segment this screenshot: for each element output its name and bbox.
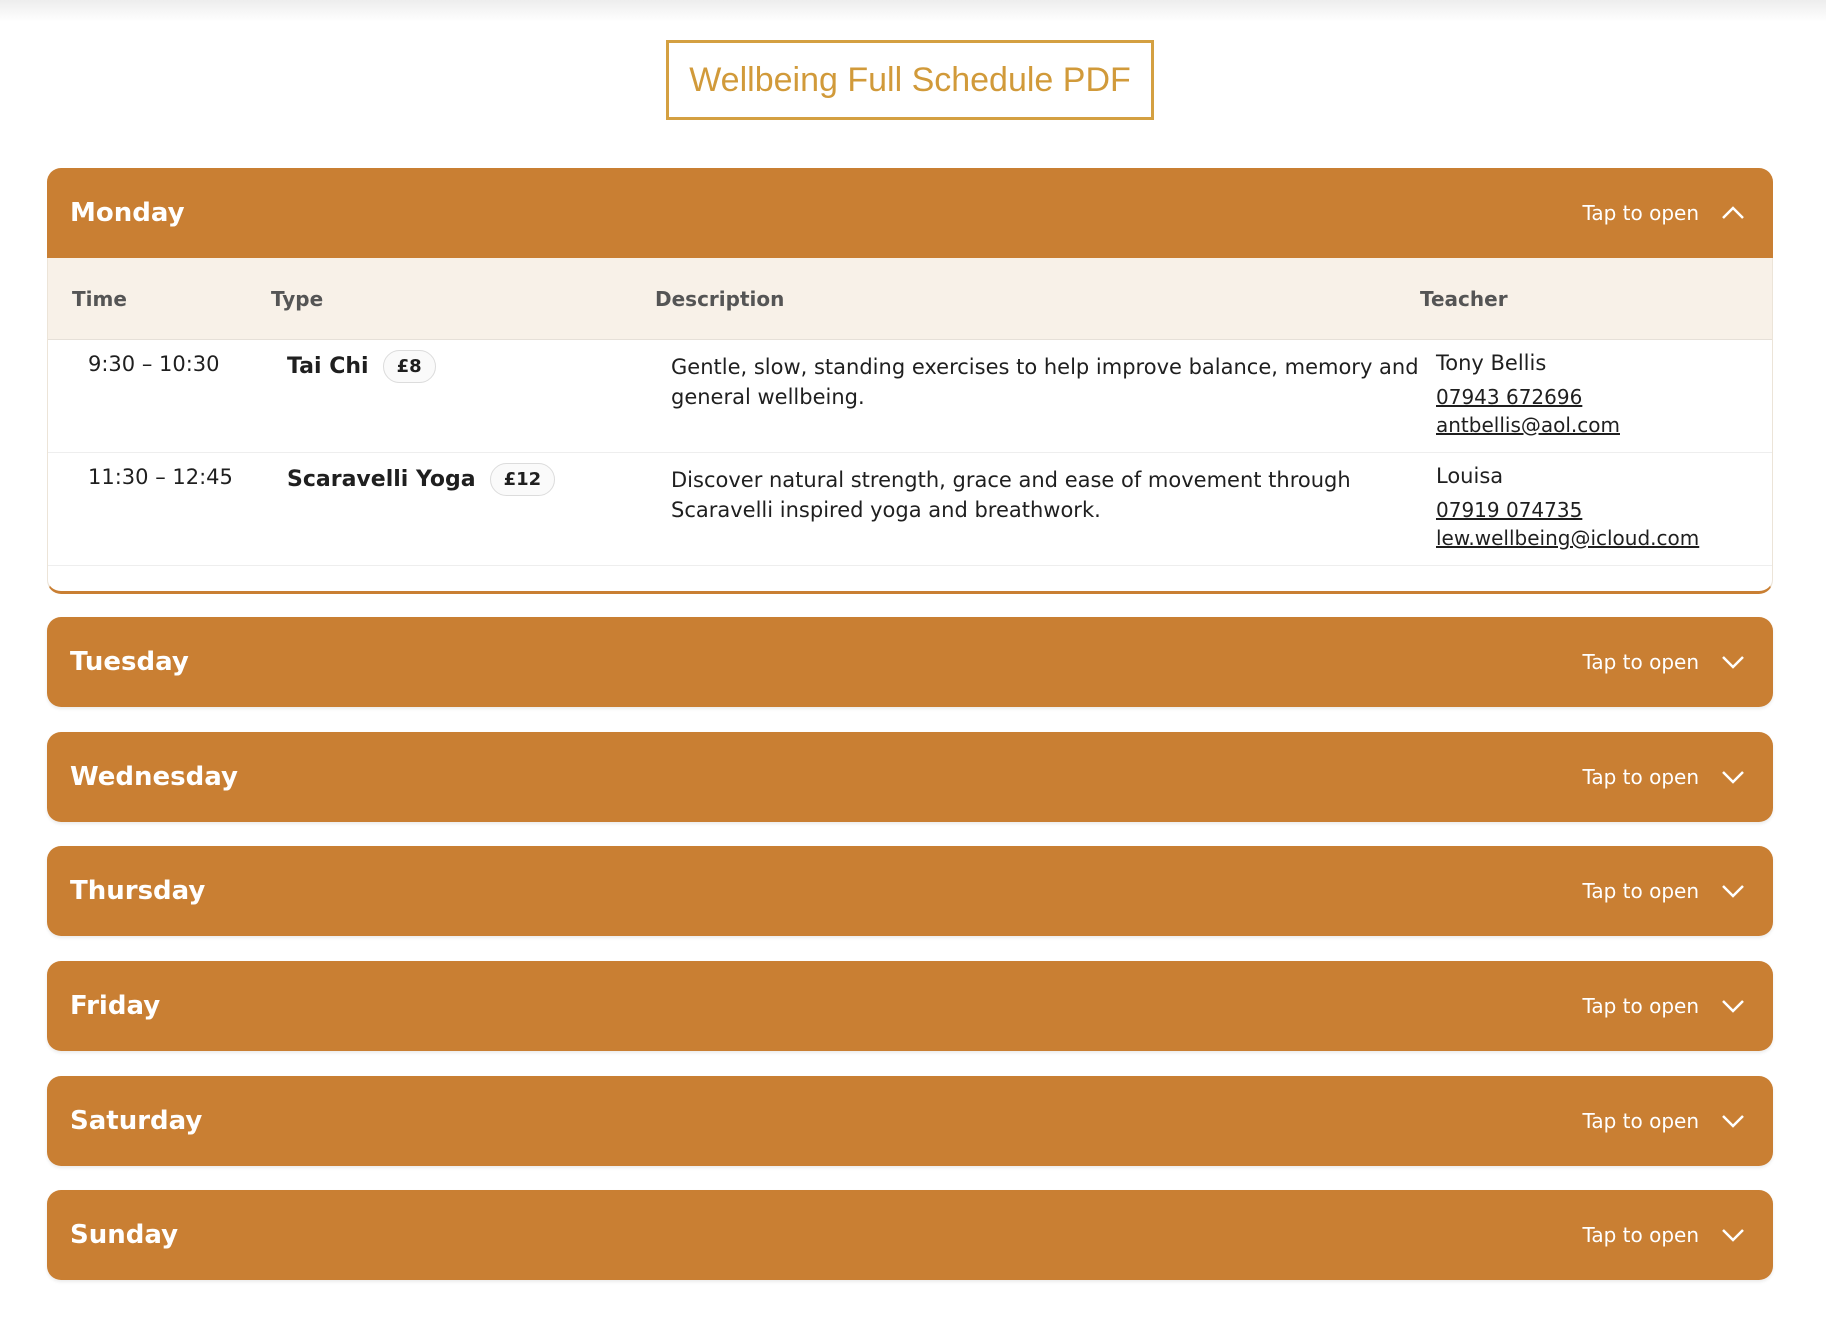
tap-to-open-label: Tap to open [1582,1223,1699,1247]
class-type: Tai Chi [287,354,369,379]
day-title: Sunday [70,1220,179,1250]
day-title: Tuesday [70,647,189,677]
chevron-down-icon[interactable] [1719,1221,1747,1249]
teacher-email-link[interactable]: lew.wellbeing@icloud.com [1436,526,1700,550]
table-row [48,340,1772,453]
chevron-down-icon[interactable] [1719,877,1747,905]
class-description: Gentle, slow, standing exercises to help improve balance, memory and general wellbeing. [671,355,1419,409]
chevron-down-icon[interactable] [1719,1107,1747,1135]
accordion-sunday [47,1190,1773,1280]
teacher-phone-link[interactable]: 07943 672696 [1436,385,1583,409]
top-shadow [0,0,1826,22]
class-time: 9:30 – 10:30 [88,352,220,376]
class-time: 11:30 – 12:45 [88,465,233,489]
tap-to-open-label: Tap to open [1582,994,1699,1018]
teacher-phone-link[interactable]: 07919 074735 [1436,498,1583,522]
day-title: Friday [70,991,161,1021]
price-badge: £8 [383,350,436,383]
day-title: Monday [70,198,185,228]
column-header-description: Description [655,286,785,311]
day-title: Thursday [70,876,206,906]
accordion-header-monday[interactable] [47,168,1773,258]
teacher-email-link[interactable]: antbellis@aol.com [1436,413,1620,437]
accordion-header-saturday[interactable] [47,1076,1773,1166]
day-title: Saturday [70,1106,203,1136]
teacher-name: Tony Bellis [1436,351,1547,375]
price-badge: £12 [490,463,556,496]
column-header-time: Time [72,286,127,311]
tap-to-open-label: Tap to open [1582,650,1699,674]
accordion-wednesday [47,732,1773,822]
chevron-up-icon[interactable] [1719,199,1747,227]
accordion-tuesday [47,617,1773,707]
accordion-thursday [47,846,1773,936]
tap-to-open-label: Tap to open [1582,879,1699,903]
accordion-header-wednesday[interactable] [47,732,1773,822]
chevron-down-icon[interactable] [1719,763,1747,791]
table-row [48,453,1772,566]
day-title: Wednesday [70,762,238,792]
column-header-teacher: Teacher [1420,286,1508,311]
pdf-schedule-button[interactable]: Wellbeing Full Schedule PDF [666,40,1154,120]
accordion-header-sunday[interactable] [47,1190,1773,1280]
accordion-saturday [47,1076,1773,1166]
tap-to-open-label: Tap to open [1582,765,1699,789]
class-description: Discover natural strength, grace and ease of movement through Scaravelli inspired yoga and breathwork. [671,468,1351,522]
tap-to-open-label: Tap to open [1582,1109,1699,1133]
accordion-header-tuesday[interactable] [47,617,1773,707]
chevron-down-icon[interactable] [1719,992,1747,1020]
class-type: Scaravelli Yoga [287,467,476,492]
monday-schedule-table [47,258,1773,594]
accordion-monday [47,168,1773,594]
chevron-down-icon[interactable] [1719,648,1747,676]
accordion-friday [47,961,1773,1051]
teacher-name: Louisa [1436,464,1504,488]
accordion-header-thursday[interactable] [47,846,1773,936]
accordion-header-friday[interactable] [47,961,1773,1051]
tap-to-open-label: Tap to open [1582,201,1699,225]
table-header [48,258,1772,340]
column-header-type: Type [271,286,324,311]
